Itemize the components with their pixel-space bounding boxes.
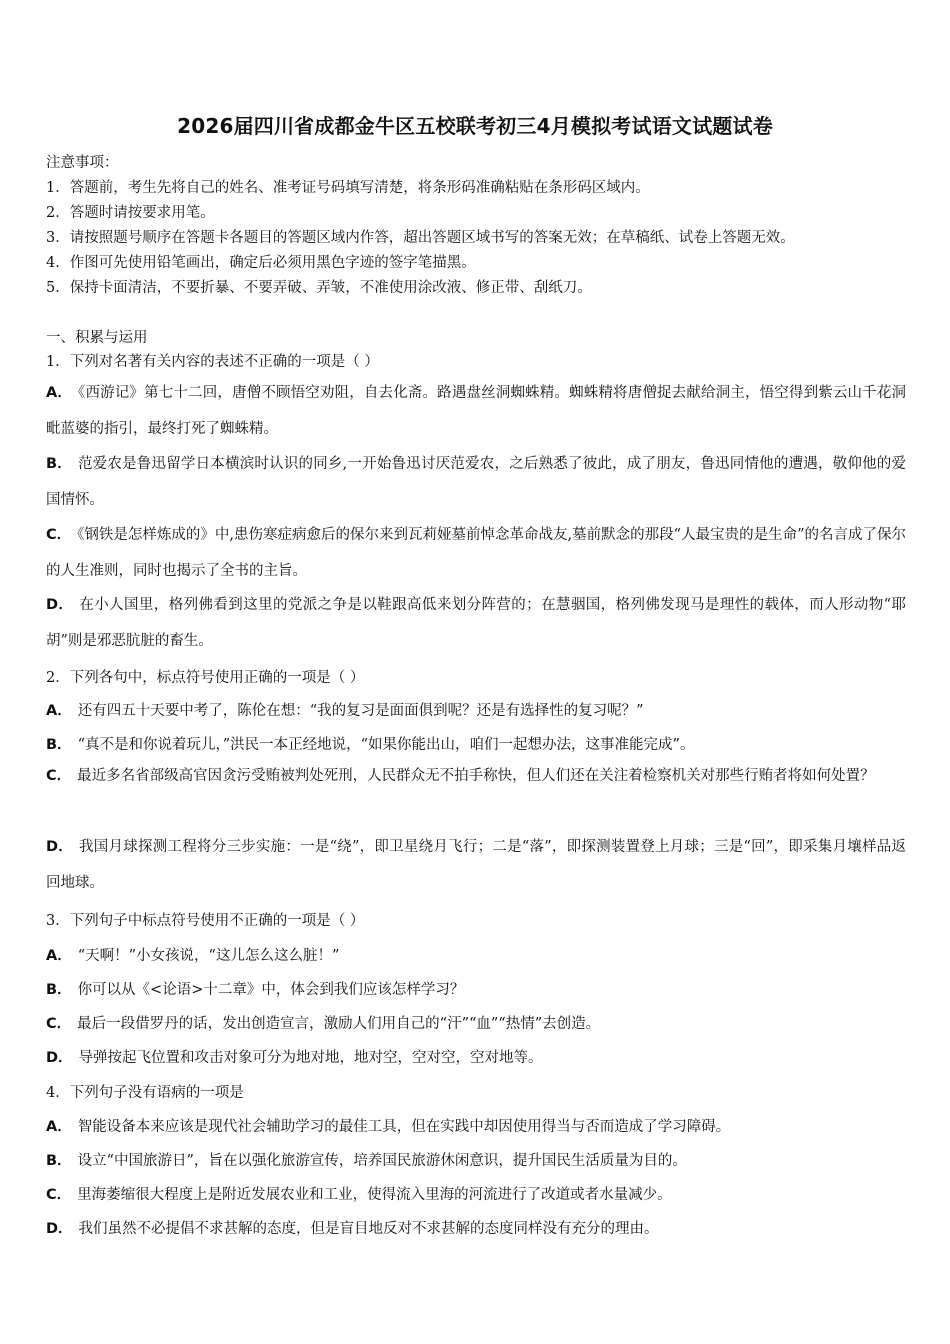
question-stem: 4．下列句子没有语病的一项是	[46, 1085, 244, 1101]
option-text: 我们虽然不必提倡不求甚解的态度，但是盲目地反对不求甚解的态度同样没有充分的理由。	[78, 1221, 659, 1237]
notice-heading: 注意事项：	[46, 155, 119, 171]
option-key: C．	[46, 1187, 72, 1203]
question-stem: 2．下列各句中，标点符号使用正确的一项是（ ）	[46, 670, 365, 686]
option-key: C．	[46, 768, 72, 784]
question-stem: 3．下列句子中标点符号使用不正确的一项是（ ）	[46, 913, 365, 929]
option-key: B．	[46, 456, 72, 472]
option	[46, 758, 906, 794]
option-text: 《西游记》第七十二回，唐僧不顾悟空劝阻，自去化斋。路遇盘丝洞蜘蛛精。蜘蛛精将唐僧捉去献给洞主，悟空得到紫云山千花洞毗蓝婆的指引，最终打死了蜘蛛精。	[46, 385, 906, 437]
option-key: A．	[46, 385, 73, 401]
option-text: 最近多名省部级高官因贪污受贿被判处死刑，人民群众无不拍手称快，但人们还在关注着检察机关对那些行贿者将如何处置？	[77, 768, 875, 784]
option-key: B．	[46, 982, 72, 998]
option-key: C．	[46, 527, 72, 543]
option	[46, 699, 906, 720]
option	[46, 1217, 906, 1238]
option-key: D．	[46, 839, 74, 855]
option-key: B．	[46, 1153, 72, 1169]
option-key: B．	[46, 737, 72, 753]
option	[46, 944, 906, 965]
option-key: A．	[46, 948, 72, 964]
option-key: D．	[46, 1221, 73, 1237]
option	[46, 1012, 906, 1033]
option-text: 导弹按起飞位置和攻击对象可分为地对地，地对空，空对空，空对地等。	[78, 1050, 543, 1066]
option-text: 最后一段借罗丹的话，发出创造宣言，激励人们用自己的“汗”“血”“热情”去创造。	[77, 1016, 601, 1032]
option	[46, 446, 906, 518]
option-key: D．	[46, 1050, 73, 1066]
notice-item: 4．作图可先使用铅笔画出，确定后必须用黑色字迹的签字笔描黑。	[46, 255, 476, 271]
notice-item: 5．保持卡面清洁，不要折暴、不要弄破、弄皱，不准使用涂改液、修正带、刮纸刀。	[46, 280, 592, 296]
option	[46, 587, 906, 659]
page-title: 2026届四川省成都金牛区五校联考初三4月模拟考试语文试题试卷	[177, 114, 773, 138]
notice-item: 3．请按照题号顺序在答题卡各题目的答题区域内作答，超出答题区域书写的答案无效；在草稿纸、试卷上答题无效。	[46, 230, 795, 246]
option-text: 你可以从《<论语>十二章》中，体会到我们应该怎样学习？	[77, 982, 465, 998]
option-text: 里海萎缩很大程度上是附近发展农业和工业，使得流入里海的河流进行了改道或者水量减少。	[77, 1187, 672, 1203]
option	[46, 1149, 906, 1170]
option	[46, 978, 906, 999]
option	[46, 829, 906, 901]
option	[46, 1046, 906, 1067]
option-text: 设立“中国旅游日”，旨在以强化旅游宣传，培养国民旅游休闲意识，提升国民生活质量为目的。	[77, 1153, 687, 1169]
option-text: 还有四五十天要中考了，陈伦在想：“我的复习是面面俱到呢？还是有选择性的复习呢？”	[77, 703, 644, 719]
option-text: 智能设备本来应该是现代社会辅助学习的最佳工具，但在实践中却因使用得当与否而造成了学习障碍。	[77, 1119, 731, 1135]
option	[46, 375, 906, 447]
option-text: 我国月球探测工程将分三步实施：一是“绕”，即卫星绕月飞行；二是“落”，即探测装置登上月球；三是“回”，即采集月壤样品返回地球。	[46, 839, 906, 891]
option-text: “真不是和你说着玩儿，”洪民一本正经地说，“如果你能出山，咱们一起想办法，这事准能完成”。	[77, 737, 695, 753]
option	[46, 733, 906, 754]
option-text: “天啊！”小女孩说，“这儿怎么这么脏！”	[77, 948, 340, 964]
option	[46, 1115, 906, 1136]
option-key: D．	[46, 597, 74, 613]
option-text: 《钢铁是怎样炼成的》中,患伤寒症病愈后的保尔来到瓦莉娅墓前悼念革命战友,墓前默念的那段“人最宝贵的是生命”的名言成了保尔的人生准则，同时也揭示了全书的主旨。	[46, 527, 906, 579]
question-stem: 1．下列对名著有关内容的表述不正确的一项是（ ）	[46, 354, 379, 370]
section-heading: 一、积累与运用	[46, 330, 148, 346]
option-key: A．	[46, 703, 72, 719]
option	[46, 517, 906, 589]
notice-item: 1．答题前，考生先将自己的姓名、准考证号码填写清楚，将条形码准确粘贴在条形码区域内。	[46, 180, 650, 196]
option	[46, 1183, 906, 1204]
option-key: A．	[46, 1119, 72, 1135]
option-text: 范爱农是鲁迅留学日本横滨时认识的同乡,一开始鲁迅讨厌范爱农，之后熟悉了彼此，成了朋友，鲁迅同情他的遭遇，敬仰他的爱国情怀。	[46, 456, 906, 508]
notice-item: 2．答题时请按要求用笔。	[46, 205, 215, 221]
option-text: 在小人国里，格列佛看到这里的党派之争是以鞋跟高低来划分阵营的；在慧骃国，格列佛发现马是理性的载体，而人形动物“耶胡”则是邪恶肮脏的畜生。	[46, 597, 906, 649]
option-key: C．	[46, 1016, 72, 1032]
